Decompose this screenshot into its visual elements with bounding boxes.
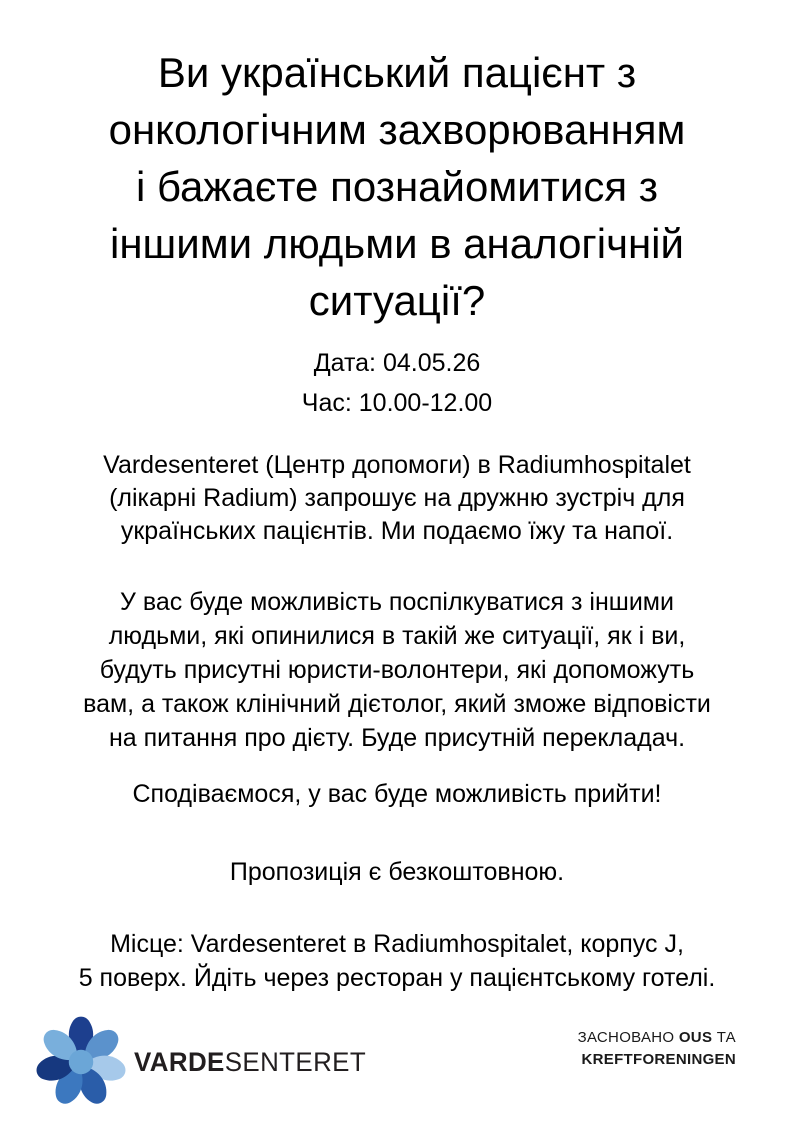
page-title: [0, 44, 794, 329]
founded-line-2: KREFTFORENINGEN: [581, 1051, 736, 1068]
details-line: людьми, які опинилися в такій же ситуації, як і ви,: [108, 622, 686, 650]
location-paragraph: [0, 927, 794, 995]
logo-wordmark-light: SENTERET: [224, 1046, 367, 1077]
invitation-line: Vardesenteret (Центр допомоги) в Radiumhospitalet: [103, 451, 691, 479]
hope-line: Сподіваємося, у вас буде можливість прийти!: [132, 780, 662, 808]
logo-wordmark: [134, 1047, 366, 1078]
invitation-line: (лікарні Radium) запрошує на дружню зустріч для: [109, 484, 685, 512]
event-datetime: [0, 343, 794, 423]
footer: [0, 1011, 794, 1117]
invitation-line: українських пацієнтів. Ми подаємо їжу та напої.: [120, 517, 674, 545]
details-line: на питання про дієту. Буде присутній перекладач.: [108, 724, 686, 752]
founded-by-text: [578, 1027, 736, 1071]
free-offer-line: Пропозиція є безкоштовною.: [229, 858, 565, 886]
vardesenteret-flower-icon: [30, 1011, 132, 1113]
vardesenteret-logo: [30, 1011, 376, 1113]
event-time: Час: 10.00-12.00: [301, 389, 493, 417]
title-line: Ви український пацієнт з: [157, 49, 637, 96]
title-line: і бажаєте познайомитися з: [135, 163, 659, 210]
title-line: ситуації?: [308, 277, 486, 324]
details-line: вам, а також клінічний дієтолог, який зможе відповісти: [83, 690, 711, 718]
details-line: У вас буде можливість поспілкуватися з іншими: [120, 588, 674, 616]
location-line: Місце: Vardesenteret в Radiumhospitalet, корпус J,: [110, 930, 684, 958]
title-line: іншими людьми в аналогічній: [110, 220, 684, 267]
details-paragraph: [0, 585, 794, 755]
invitation-paragraph: [0, 449, 794, 548]
title-line: онкологічним захворюванням: [108, 106, 686, 153]
logo-wordmark-bold: VARDE: [134, 1046, 225, 1077]
founded-line-1: ЗАСНОВАНО OUS ТА: [577, 1029, 736, 1046]
location-line: 5 поверх. Йдіть через ресторан у пацієнтському готелі.: [78, 964, 716, 992]
details-line: будуть присутні юристи-волонтери, які допоможуть: [99, 656, 695, 684]
event-date: Дата: 04.05.26: [313, 349, 481, 377]
